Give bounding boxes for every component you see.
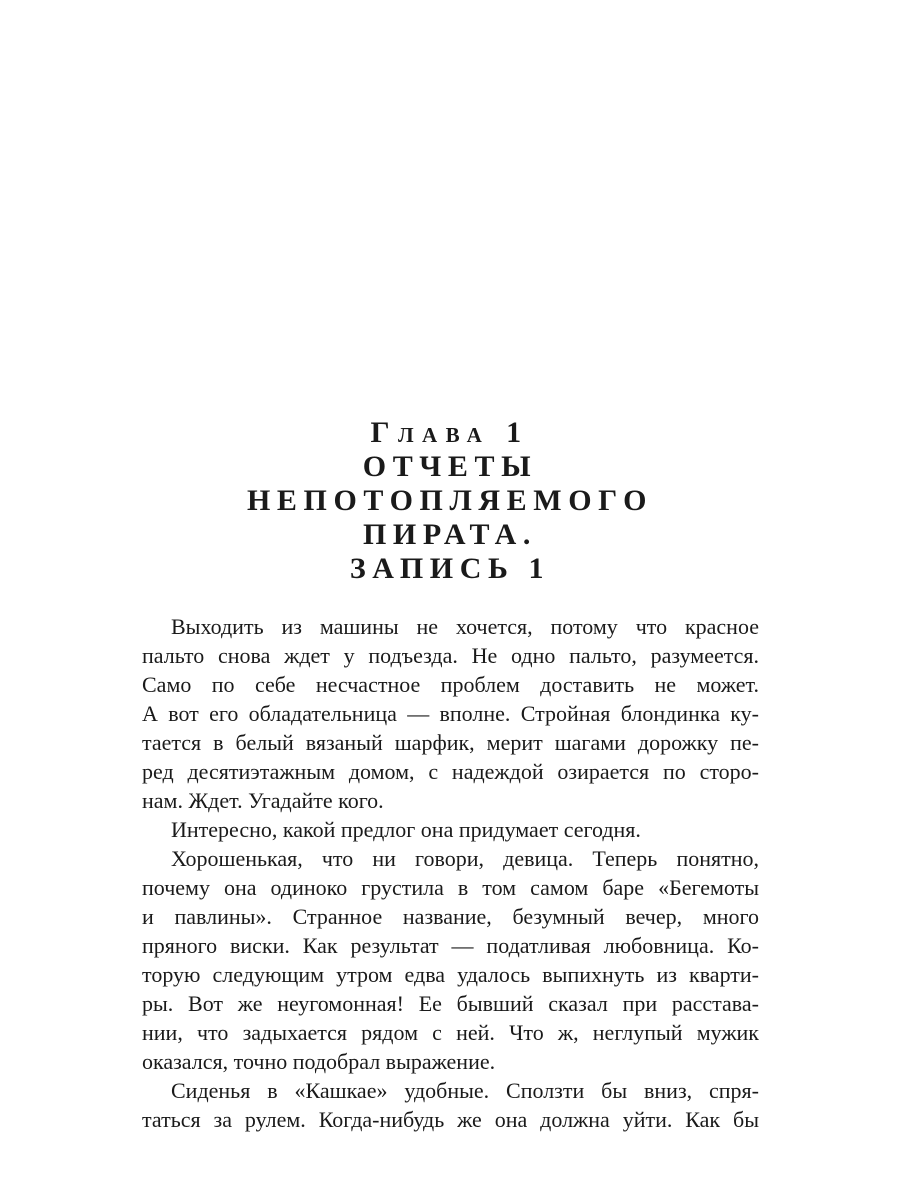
text-line: Интересно, какой предлог она придумает сегодня.	[171, 817, 641, 842]
text-line: почему она одиноко грустила в том самом баре «Бегемоты	[142, 875, 759, 900]
text-line: торую следующим утром едва удалось выпихнуть из кварти-	[142, 962, 759, 987]
text-line: таться за рулем. Когда-нибудь же она должна уйти. Как бы	[142, 1107, 759, 1132]
text-line: ры. Вот же неугомонная! Ее бывший сказал при расстава-	[142, 991, 759, 1016]
chapter-title-line-3: ПИРАТА.	[362, 518, 538, 551]
text-line: Само по себе несчастное проблем доставить не может.	[142, 672, 759, 697]
text-line: и павлины». Странное название, безумный вечер, много	[142, 904, 759, 929]
text-line: А вот его обладательница — вполне. Стройная блондинка ку-	[142, 701, 759, 726]
text-line: Сиденья в «Кашкае» удобные. Сползти бы вниз, спря-	[171, 1078, 759, 1103]
text-line: нам. Ждет. Угадайте кого.	[142, 788, 384, 813]
text-line: нии, что задыхается рядом с ней. Что ж, неглупый мужик	[142, 1020, 759, 1045]
chapter-number: Глава 1	[370, 416, 530, 449]
text-line: Хорошенькая, что ни говори, девица. Теперь понятно,	[171, 846, 759, 871]
body-text	[142, 612, 759, 1134]
text-line: ред десятиэтажным домом, с надеждой озирается по сторо-	[142, 759, 759, 784]
text-line: пальто снова ждет у подъезда. Не одно пальто, разумеется.	[142, 643, 759, 668]
chapter-title-line-4: ЗАПИСЬ 1	[349, 552, 551, 585]
chapter-title-line-2: НЕПОТОПЛЯЕМОГО	[246, 484, 654, 517]
chapter-title-line-1: ОТЧЕТЫ	[362, 450, 538, 483]
text-line: оказался, точно подобрал выражение.	[142, 1049, 496, 1074]
text-line: пряного виски. Как результат — податливая любовница. Ко-	[142, 933, 759, 958]
chapter-heading	[0, 416, 900, 586]
text-line: тается в белый вязаный шарфик, мерит шагами дорожку пе-	[142, 730, 759, 755]
text-line: Выходить из машины не хочется, потому что красное	[171, 614, 759, 639]
